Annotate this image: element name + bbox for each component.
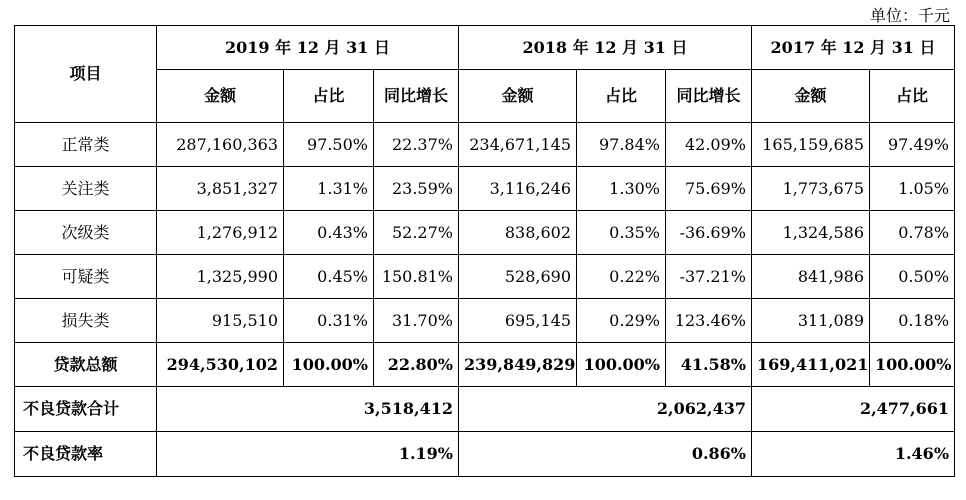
table-row <box>15 255 955 299</box>
header-amount: 金额 <box>157 70 284 123</box>
amount-2018: 3,116,246 <box>459 167 577 211</box>
header-share: 占比 <box>870 70 955 123</box>
row-label: 可疑类 <box>15 255 157 299</box>
header-share: 占比 <box>577 70 666 123</box>
total-share-2019: 100.00% <box>284 343 374 387</box>
share-2019: 0.43% <box>284 211 374 255</box>
row-label: 关注类 <box>15 167 157 211</box>
total-amount-2018: 239,849,829 <box>459 343 577 387</box>
growth-2019: 23.59% <box>374 167 459 211</box>
header-growth: 同比增长 <box>666 70 752 123</box>
row-label: 正常类 <box>15 123 157 167</box>
amount-2017: 1,773,675 <box>752 167 870 211</box>
share-2017: 0.78% <box>870 211 955 255</box>
amount-2019: 3,851,327 <box>157 167 284 211</box>
npl-total-2019: 3,518,412 <box>157 387 459 432</box>
table-row <box>15 167 955 211</box>
amount-2019: 1,325,990 <box>157 255 284 299</box>
share-2019: 1.31% <box>284 167 374 211</box>
unit-label: 单位：千元 <box>869 6 950 25</box>
amount-2017: 1,324,586 <box>752 211 870 255</box>
row-label: 损失类 <box>15 299 157 343</box>
growth-2018: 42.09% <box>666 123 752 167</box>
share-2019: 0.45% <box>284 255 374 299</box>
growth-2018: -36.69% <box>666 211 752 255</box>
growth-2019: 150.81% <box>374 255 459 299</box>
header-growth: 同比增长 <box>374 70 459 123</box>
header-share: 占比 <box>284 70 374 123</box>
growth-2019: 22.37% <box>374 123 459 167</box>
total-amount-2017: 169,411,021 <box>752 343 870 387</box>
header-item: 项目 <box>15 26 157 123</box>
amount-2019: 287,160,363 <box>157 123 284 167</box>
header-year-2017: 2017 年 12 月 31 日 <box>752 26 955 70</box>
npl-ratio-2019: 1.19% <box>157 432 459 477</box>
header-year-2018: 2018 年 12 月 31 日 <box>459 26 752 70</box>
total-share-2018: 100.00% <box>577 343 666 387</box>
total-label: 贷款总额 <box>15 343 157 387</box>
growth-2019: 31.70% <box>374 299 459 343</box>
amount-2017: 165,159,685 <box>752 123 870 167</box>
total-growth-2019: 22.80% <box>374 343 459 387</box>
amount-2018: 838,602 <box>459 211 577 255</box>
amount-2018: 695,145 <box>459 299 577 343</box>
npl-ratio-2017: 1.46% <box>752 432 955 477</box>
share-2018: 97.84% <box>577 123 666 167</box>
npl-total-2018: 2,062,437 <box>459 387 752 432</box>
share-2019: 97.50% <box>284 123 374 167</box>
growth-2018: -37.21% <box>666 255 752 299</box>
npl-ratio-row <box>15 432 955 477</box>
total-growth-2018: 41.58% <box>666 343 752 387</box>
growth-2019: 52.27% <box>374 211 459 255</box>
amount-2018: 234,671,145 <box>459 123 577 167</box>
share-2018: 0.29% <box>577 299 666 343</box>
npl-ratio-label: 不良贷款率 <box>15 432 157 477</box>
share-2017: 0.18% <box>870 299 955 343</box>
growth-2018: 123.46% <box>666 299 752 343</box>
total-share-2017: 100.00% <box>870 343 955 387</box>
share-2018: 0.22% <box>577 255 666 299</box>
share-2018: 0.35% <box>577 211 666 255</box>
npl-total-2017: 2,477,661 <box>752 387 955 432</box>
table-row <box>15 211 955 255</box>
header-year-2019: 2019 年 12 月 31 日 <box>157 26 459 70</box>
row-label: 次级类 <box>15 211 157 255</box>
growth-2018: 75.69% <box>666 167 752 211</box>
total-row <box>15 343 955 387</box>
header-amount: 金额 <box>459 70 577 123</box>
table-row <box>15 299 955 343</box>
table-row <box>15 123 955 167</box>
loan-classification-table <box>14 25 955 477</box>
amount-2019: 915,510 <box>157 299 284 343</box>
npl-ratio-2018: 0.86% <box>459 432 752 477</box>
amount-2017: 311,089 <box>752 299 870 343</box>
total-amount-2019: 294,530,102 <box>157 343 284 387</box>
amount-2017: 841,986 <box>752 255 870 299</box>
share-2018: 1.30% <box>577 167 666 211</box>
amount-2018: 528,690 <box>459 255 577 299</box>
share-2017: 97.49% <box>870 123 955 167</box>
amount-2019: 1,276,912 <box>157 211 284 255</box>
npl-total-label: 不良贷款合计 <box>15 387 157 432</box>
share-2017: 0.50% <box>870 255 955 299</box>
share-2017: 1.05% <box>870 167 955 211</box>
share-2019: 0.31% <box>284 299 374 343</box>
header-amount: 金额 <box>752 70 870 123</box>
npl-total-row <box>15 387 955 432</box>
